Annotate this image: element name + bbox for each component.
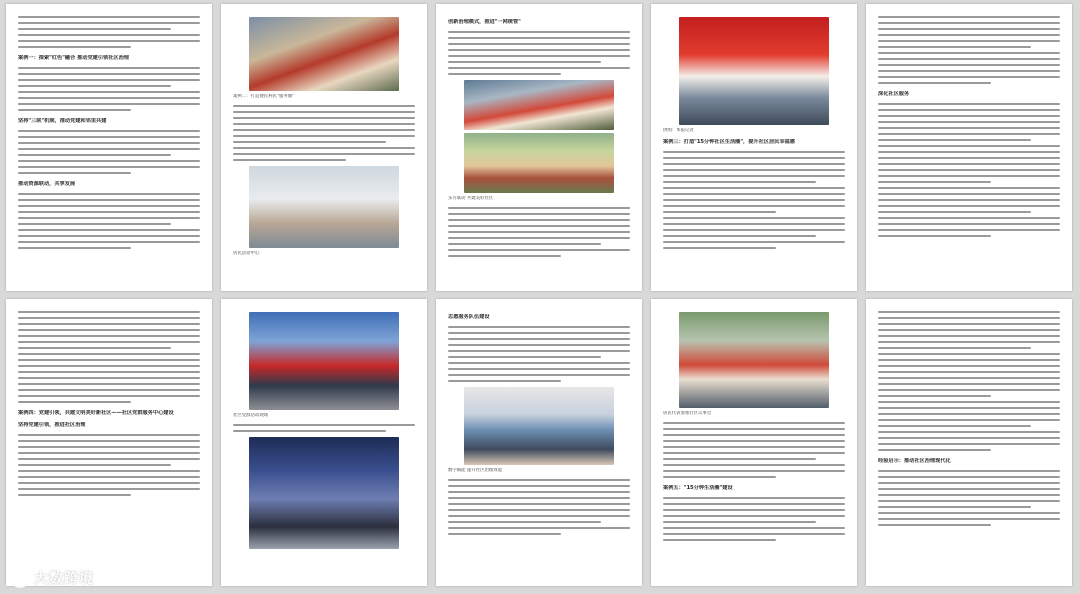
document-page-4[interactable] [651, 4, 857, 291]
text-block [663, 495, 845, 543]
photo-party-flag-group [249, 312, 399, 410]
text-block [18, 65, 200, 113]
text-block [663, 420, 845, 480]
text-block [18, 309, 200, 405]
document-page-6[interactable] [6, 299, 212, 586]
photo-service-tent [679, 17, 829, 125]
watermark-logo-icon [10, 568, 30, 588]
photo-caption: 数字赋能 提升社区治理效能 [448, 468, 503, 473]
document-page-5[interactable] [866, 4, 1072, 291]
text-block [18, 14, 200, 50]
text-block [448, 29, 630, 77]
watermark-text: 大数跨境 [34, 571, 94, 587]
section-heading: 案例三：打造"15分钟社区生活圈"，提升社区居民幸福感 [663, 139, 795, 145]
text-block [18, 432, 200, 498]
text-block [233, 422, 415, 434]
photo-street-event [679, 312, 829, 408]
photo-vegetable-market [464, 133, 614, 193]
section-heading: 案例四：党建引领，共建文明美好新社区——社区党群服务中心建设 [18, 410, 174, 416]
photo-crowd [464, 80, 614, 130]
section-heading: 经验启示：推动社区治理现代化 [878, 458, 951, 464]
text-block [18, 128, 200, 176]
photo-meeting-hall [249, 437, 399, 549]
text-block [663, 149, 845, 251]
photo-market [249, 17, 399, 91]
section-heading: 创新治理模式，推进"一网统管" [448, 19, 521, 25]
document-page-2[interactable] [221, 4, 427, 291]
text-block [878, 468, 1060, 528]
section-heading: 案例五："15分钟生活圈"建设 [663, 485, 733, 491]
document-page-1[interactable] [6, 4, 212, 291]
document-page-7[interactable] [221, 299, 427, 586]
photo-group-meeting [464, 387, 614, 465]
photo-caption: 社区党群活动现场 [233, 413, 269, 418]
photo-caption: 案例二：打造便民利民"服务圈" [233, 94, 295, 99]
photo-caption: 多方联动 共建美好社区 [448, 196, 494, 201]
text-block [448, 477, 630, 537]
section-heading: 案例一：探索"红色"融合 推动党建引领社区治理 [18, 55, 129, 61]
watermark [10, 568, 94, 588]
text-block [233, 103, 415, 163]
text-block [448, 205, 630, 259]
text-block [878, 101, 1060, 239]
photo-caption: 供图：本报记者 [663, 128, 694, 133]
text-block [878, 309, 1060, 453]
photo-caption: 居民活动中心 [233, 251, 260, 256]
section-heading: 志愿服务队伍建设 [448, 314, 490, 320]
text-block [18, 191, 200, 251]
section-heading: 坚持"三联"机制，推动党建和邻里共建 [18, 118, 107, 124]
document-page-3[interactable] [436, 4, 642, 291]
document-page-10[interactable] [866, 299, 1072, 586]
text-block [878, 14, 1060, 86]
document-page-9[interactable] [651, 299, 857, 586]
document-page-grid [6, 4, 1074, 590]
photo-activity-room [249, 166, 399, 248]
section-subheading: 坚持党建引领，推进社区治理 [18, 422, 86, 428]
document-page-8[interactable] [436, 299, 642, 586]
section-heading: 推动资源联动，共享发展 [18, 181, 76, 187]
text-block [448, 324, 630, 384]
section-heading: 深化社区服务 [878, 91, 910, 97]
photo-caption: 居民代表参加社区议事会 [663, 411, 712, 416]
